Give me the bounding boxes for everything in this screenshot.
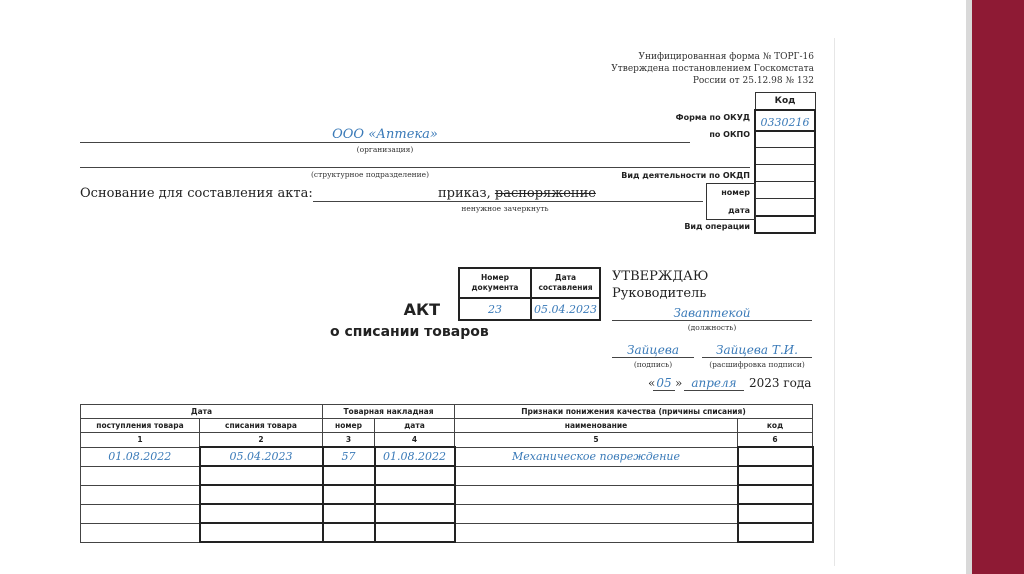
header-inv-date: дата	[375, 419, 455, 433]
cell-inv-date	[375, 447, 455, 466]
header-code: код	[738, 419, 813, 433]
table-row	[81, 485, 813, 504]
col-num-6: 6	[738, 433, 813, 448]
basis-line	[313, 201, 703, 202]
organization-name: ООО «Аптека»	[332, 127, 438, 142]
code-title: Код	[755, 93, 815, 110]
act-title: АКТ	[403, 300, 440, 319]
division-caption: (структурное подразделение)	[311, 170, 429, 179]
header-invoice: Товарная накладная	[323, 405, 455, 419]
basis-option-decree: распоряжение	[494, 186, 596, 201]
reason-value: Механическое повреждение	[511, 450, 681, 463]
okpo-label: по ОКПО	[709, 130, 750, 139]
doc-date-header: Дата составления	[531, 268, 600, 298]
okdp-value	[755, 165, 815, 182]
header-signs: Признаки понижения качества (причины списания)	[455, 405, 813, 419]
doc-number-cell	[459, 298, 531, 320]
receipt-value: 01.08.2022	[108, 450, 172, 463]
doc-number-table	[458, 267, 601, 321]
col-num-1: 1	[81, 433, 200, 448]
date-quote-close: »	[675, 376, 683, 390]
date-label: дата	[728, 206, 750, 215]
code-table	[754, 92, 816, 234]
cell-receipt	[81, 447, 200, 466]
basis-label: Основание для составления акта:	[80, 186, 313, 201]
basis-caption: ненужное зачеркнуть	[461, 204, 549, 213]
date-quote-open: «	[648, 376, 656, 390]
division-line	[80, 167, 750, 168]
invoice-number-value: 57	[341, 450, 356, 463]
header-receipt: поступления товара	[81, 419, 200, 433]
doc-number-value: 23	[488, 302, 502, 316]
okud-label: Форма по ОКУД	[675, 113, 750, 122]
number-label: номер	[721, 188, 750, 197]
doc-date-value: 05.04.2023	[534, 302, 597, 316]
operation-value	[755, 216, 815, 233]
position-value: Заваптекой	[673, 306, 751, 320]
col-num-4: 4	[375, 433, 455, 448]
signature-line	[612, 357, 694, 358]
okud-code: 0330216	[760, 115, 810, 129]
decoding-value: Зайцева Т.И.	[716, 343, 798, 357]
signature-value: Зайцева	[627, 343, 679, 357]
cell-code	[738, 447, 813, 466]
position-caption: (должность)	[687, 323, 737, 332]
head-label: Руководитель	[612, 286, 707, 301]
form-header	[560, 51, 814, 87]
okpo-value	[755, 131, 815, 148]
col-num-2: 2	[200, 433, 323, 448]
position-line	[612, 320, 812, 321]
header-number: номер	[323, 419, 375, 433]
invoice-date-value: 01.08.2022	[383, 450, 446, 463]
writeoff-value: 05.04.2023	[229, 450, 293, 463]
approval-year: 2023 года	[749, 376, 812, 390]
okdp-label: Вид деятельности по ОКДП	[621, 171, 750, 180]
okud-value	[755, 110, 815, 131]
col-num-3: 3	[323, 433, 375, 448]
organization-line	[80, 142, 690, 143]
writeoff-table	[80, 404, 814, 543]
doc-date-cell	[531, 298, 600, 320]
operation-label: Вид операции	[684, 222, 750, 231]
page-edge	[834, 38, 835, 566]
approval-day: 05	[656, 376, 672, 390]
header-name: наименование	[455, 419, 738, 433]
col-num-5: 5	[455, 433, 738, 448]
decoding-line	[702, 357, 812, 358]
cell-writeoff	[200, 447, 323, 466]
table-row	[81, 447, 813, 466]
cell-name	[455, 447, 738, 466]
approval-month: апреля	[691, 376, 737, 390]
cell-number	[323, 447, 375, 466]
accent-sidebar	[972, 0, 1024, 574]
blank-value	[755, 148, 815, 165]
basis-options	[438, 186, 596, 201]
header-date: Дата	[81, 405, 323, 419]
date-value	[755, 199, 815, 216]
number-value	[755, 182, 815, 199]
header-writeoff: списания товара	[200, 419, 323, 433]
table-row	[81, 504, 813, 523]
basis-option-order: приказ,	[438, 186, 491, 201]
doc-number-header: Номер документа	[459, 268, 531, 298]
header-line-1: Унифицированная форма № ТОРГ-16	[638, 52, 814, 62]
header-line-2: Утверждена постановлением Госкомстата	[611, 64, 814, 74]
table-row	[81, 523, 813, 542]
signature-caption: (подпись)	[633, 360, 673, 369]
table-row	[81, 466, 813, 485]
month-line	[684, 390, 744, 391]
approve-label: УТВЕРЖДАЮ	[612, 269, 709, 284]
organization-caption: (организация)	[356, 145, 414, 154]
header-line-3: России от 25.12.98 № 132	[692, 76, 814, 86]
act-subtitle: о списании товаров	[330, 324, 489, 340]
decoding-caption: (расшифровка подписи)	[709, 360, 805, 369]
day-line	[653, 390, 675, 391]
